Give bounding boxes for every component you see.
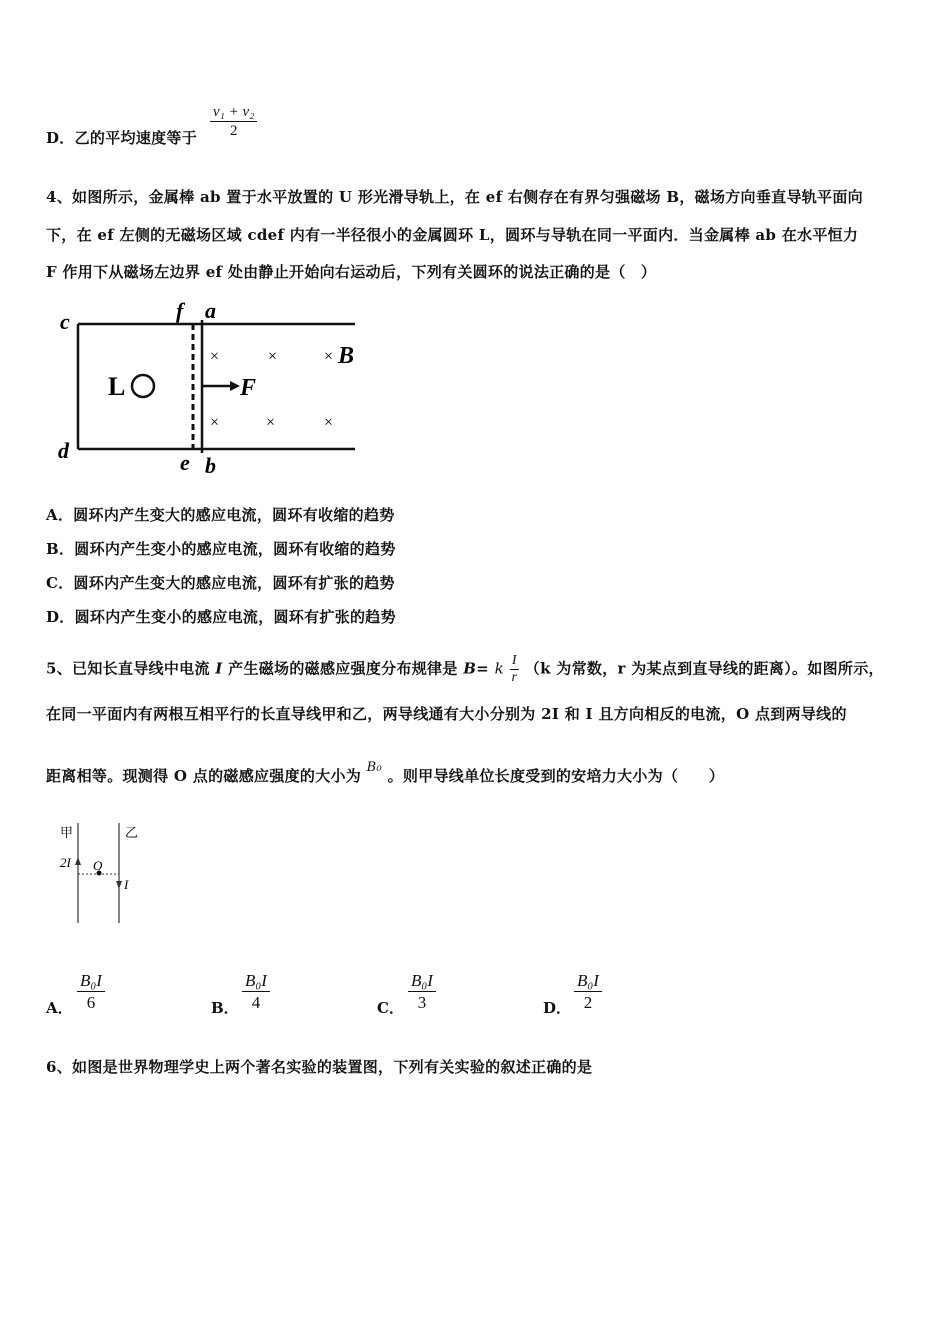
field-cross: × xyxy=(324,348,334,365)
q5-text: 5、已知长直导线中电流 xyxy=(46,659,210,678)
fraction-denominator: 4 xyxy=(251,993,261,1012)
q5-option-d-fraction xyxy=(574,971,602,1013)
field-cross: × xyxy=(266,414,276,431)
fraction-denominator: 2 xyxy=(583,993,593,1012)
fraction-denominator: 2 xyxy=(229,123,238,139)
q4-stem-line-2: 下，在 ef 左侧的无磁场区域 cdef 内有一半径很小的金属圆环 L，圆环与导轨在同一平面内．当金属棒 ab 在水平恒力 xyxy=(46,226,859,244)
fraction-denominator: r xyxy=(511,670,518,685)
field-label-B: B xyxy=(338,343,355,369)
q4-option-d: D．圆环内产生变小的感应电流，圆环有扩张的趋势 xyxy=(46,608,396,626)
q3-option-d-fraction xyxy=(210,104,257,140)
field-cross: × xyxy=(268,348,278,365)
current-label-2I: 2I xyxy=(60,855,71,870)
q5-text: 。则甲导线单位长度受到的安培力大小为（ ） xyxy=(387,767,725,785)
label-d: d xyxy=(58,438,69,463)
q5-text: 产生磁场的磁感应强度分布规律是 xyxy=(228,659,458,678)
fraction-numerator: B₀I xyxy=(408,971,436,992)
q3-option-d xyxy=(46,127,197,148)
field-cross: × xyxy=(324,414,334,431)
q5-formula-k: k xyxy=(494,659,504,678)
fraction-denominator: 6 xyxy=(86,993,96,1012)
q5-option-c-fraction xyxy=(408,971,436,1013)
current-label-I: I xyxy=(124,877,129,892)
fraction-numerator: B₀I xyxy=(242,971,270,992)
label-b: b xyxy=(205,453,216,478)
q4-stem-line-3: F 作用下从磁场左边界 ef 处由静止开始向右运动后，下列有关圆环的说法正确的是（ ） xyxy=(46,263,657,281)
label-a: a xyxy=(205,298,216,323)
q5-wires-figure xyxy=(52,815,172,935)
q5-text: （k 为常数，r 为某点到直导线的距离）。如图所示， xyxy=(524,659,884,678)
q3-option-d-text: D．乙的平均速度等于 xyxy=(46,129,198,147)
q6-stem-line-1: 6、如图是世界物理学史上两个著名实验的装置图，下列有关实验的叙述正确的是 xyxy=(46,1058,593,1076)
q5-B0-symbol: B₀ xyxy=(366,760,383,775)
fraction-numerator: B₀I xyxy=(574,971,602,992)
q5-option-a-fraction xyxy=(77,971,105,1013)
q5-option-b-label: B． xyxy=(211,999,239,1017)
q5-stem-line-1 xyxy=(46,653,884,686)
fraction-denominator: 3 xyxy=(417,993,427,1012)
label-e: e xyxy=(180,450,190,475)
wire-label-yi: 乙 xyxy=(125,825,139,840)
q4-option-b: B．圆环内产生变小的感应电流，圆环有收缩的趋势 xyxy=(46,540,396,558)
fraction-numerator: I xyxy=(510,653,520,670)
q5-option-d-label: D． xyxy=(543,999,572,1017)
point-label-O: O xyxy=(93,858,103,873)
force-label-F: F xyxy=(240,375,257,401)
q5-option-b-fraction xyxy=(242,971,270,1013)
q4-option-a: A．圆环内产生变大的感应电流，圆环有收缩的趋势 xyxy=(46,506,395,524)
q5-formula-fraction xyxy=(510,653,520,686)
q4-circuit-figure xyxy=(50,298,370,478)
q4-option-c: C．圆环内产生变大的感应电流，圆环有扩张的趋势 xyxy=(46,574,395,592)
field-cross: × xyxy=(210,414,220,431)
q5-current-symbol: I xyxy=(215,659,223,678)
label-c: c xyxy=(60,309,70,334)
q5-text: 距离相等。现测得 O 点的磁感应强度的大小为 xyxy=(46,767,362,785)
q4-stem-line-1: 4、如图所示，金属棒 ab 置于水平放置的 U 形光滑导轨上，在 ef 右侧存在有界匀强磁场 B，磁场方向垂直导轨平面向 xyxy=(46,188,863,206)
field-cross: × xyxy=(210,348,220,365)
q5-stem-line-2: 在同一平面内有两根互相平行的长直导线甲和乙，两导线通有大小分别为 2I 和 I 且方向相反的电流，O 点到两导线的 xyxy=(46,705,847,723)
q5-option-c-label: C． xyxy=(377,999,404,1017)
fraction-numerator: B₀I xyxy=(77,971,105,992)
ring-label-L: L xyxy=(108,372,126,401)
q5-formula-lhs: B= xyxy=(463,659,490,678)
wire-label-jia: 甲 xyxy=(60,825,74,840)
label-f: f xyxy=(176,298,184,323)
q5-option-a-label: A． xyxy=(46,999,73,1017)
q5-stem-line-3 xyxy=(46,760,725,786)
fraction-numerator: v₁ + v₂ xyxy=(210,104,257,122)
